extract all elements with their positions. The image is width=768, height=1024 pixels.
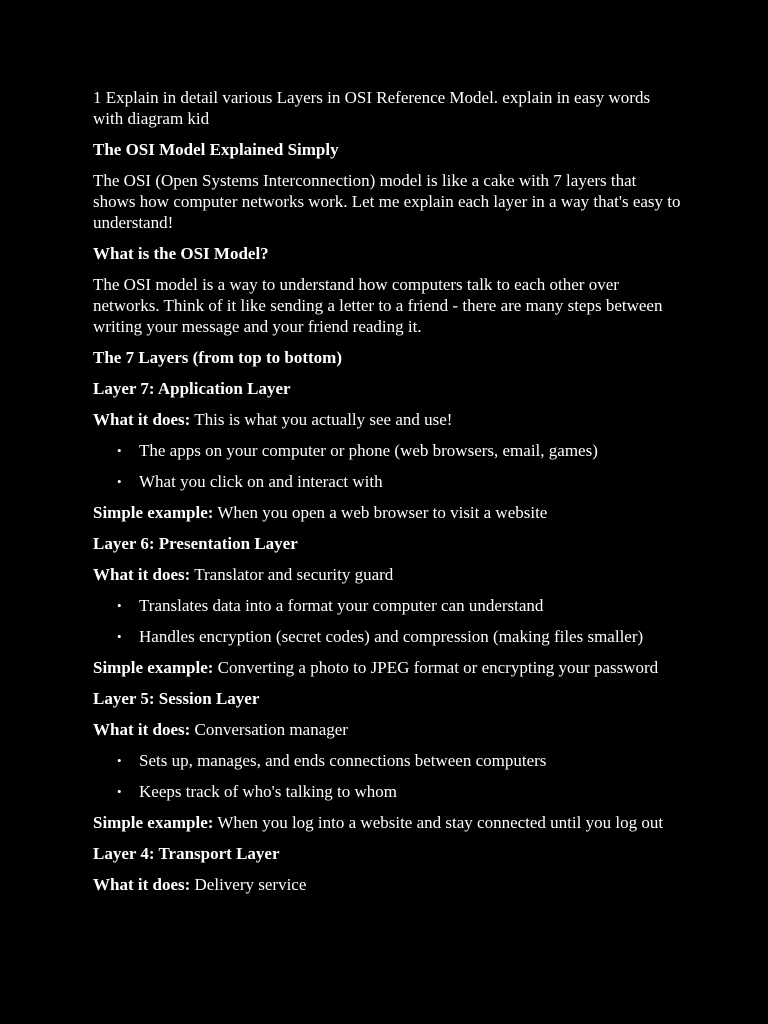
does-label: What it does:: [93, 720, 191, 739]
layer-4-heading: Layer 4: Transport Layer: [93, 844, 280, 863]
layer-6-example: [93, 657, 683, 678]
layer-6-bullets: [93, 595, 683, 647]
example-label: Simple example:: [93, 503, 214, 522]
layer-4-does: [93, 874, 683, 895]
list-item: • Sets up, manages, and ends connections between computers: [139, 750, 683, 771]
layer-6-does-text: Translator and security guard: [194, 565, 394, 584]
list-item: • What you click on and interact with: [139, 471, 683, 492]
layer-6-example-text: Converting a photo to JPEG format or encrypting your password: [217, 658, 659, 677]
layer-5-does-text: Conversation manager: [194, 720, 348, 739]
example-label: Simple example:: [93, 658, 214, 677]
what-paragraph: The OSI model is a way to understand how computers talk to each other over networks. Think of it like sending a letter to a friend - there are many steps between writing your message and your friend reading it.: [93, 275, 663, 336]
document-title: The OSI Model Explained Simply: [93, 140, 339, 159]
example-label: Simple example:: [93, 813, 214, 832]
layer-7-does: [93, 409, 683, 430]
document-body: [93, 87, 683, 905]
layer-4-does-text: Delivery service: [194, 875, 307, 894]
list-item: • Keeps track of who's talking to whom: [139, 781, 683, 802]
layer-7-example-text: When you open a web browser to visit a website: [217, 503, 548, 522]
what-heading: What is the OSI Model?: [93, 244, 269, 263]
layer-7-does-text: This is what you actually see and use!: [194, 410, 453, 429]
layer-5-does: [93, 719, 683, 740]
layer-6-heading: Layer 6: Presentation Layer: [93, 534, 298, 553]
layer-7-example: [93, 502, 683, 523]
layer-5-heading: Layer 5: Session Layer: [93, 689, 260, 708]
does-label: What it does:: [93, 410, 191, 429]
layers-heading: The 7 Layers (from top to bottom): [93, 348, 342, 367]
layer-7-bullets: [93, 440, 683, 492]
list-item: • The apps on your computer or phone (web browsers, email, games): [139, 440, 683, 461]
does-label: What it does:: [93, 565, 191, 584]
question-text: 1 Explain in detail various Layers in OSI Reference Model. explain in easy words with diagram kid: [93, 88, 651, 128]
intro-paragraph: The OSI (Open Systems Interconnection) model is like a cake with 7 layers that shows how computer networks work. Let me explain each layer in a way that's easy to understand!: [93, 171, 681, 232]
layer-6-does: [93, 564, 683, 585]
list-item: • Translates data into a format your computer can understand: [139, 595, 683, 616]
does-label: What it does:: [93, 875, 191, 894]
layer-5-example: [93, 812, 683, 833]
layer-5-bullets: [93, 750, 683, 802]
list-item: • Handles encryption (secret codes) and compression (making files smaller): [139, 626, 683, 647]
layer-5-example-text: When you log into a website and stay connected until you log out: [217, 813, 664, 832]
layer-7-heading: Layer 7: Application Layer: [93, 379, 291, 398]
